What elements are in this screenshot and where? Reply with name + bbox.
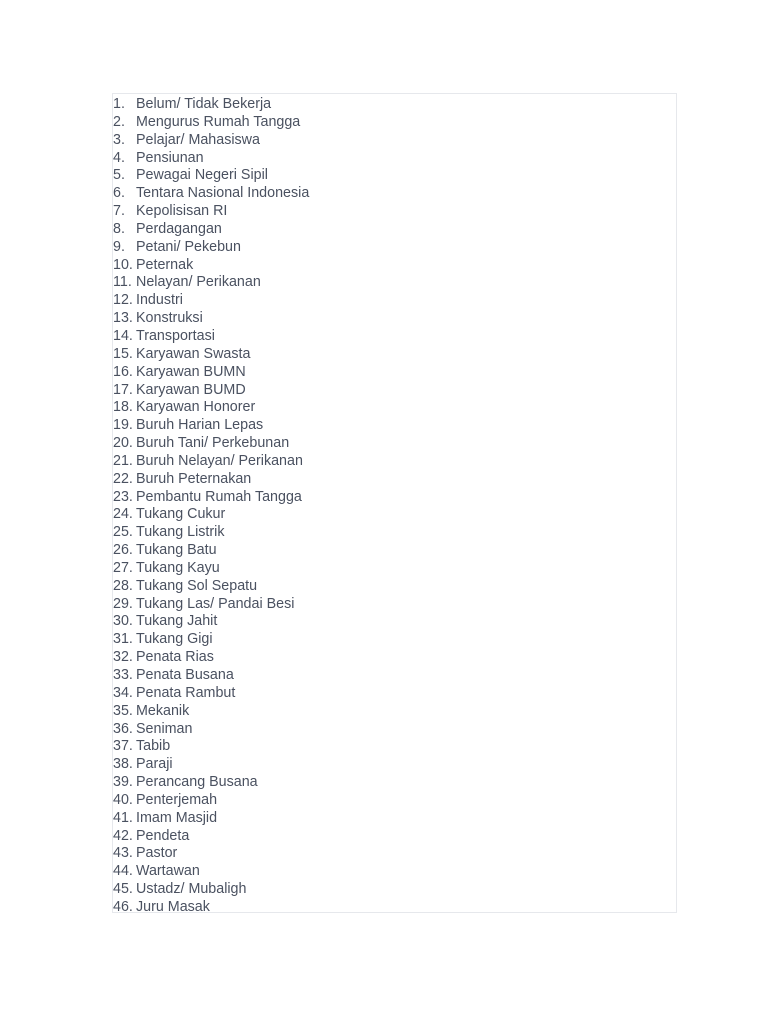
list-item-label: Tukang Jahit [136, 613, 218, 630]
list-item [113, 328, 676, 346]
list-item [113, 845, 676, 863]
list-item [113, 721, 676, 739]
list-item [113, 524, 676, 542]
list-item-number: 32. [113, 649, 133, 666]
list-item-number: 40. [113, 791, 133, 808]
list-item-number: 1. [113, 96, 125, 112]
list-item [113, 489, 676, 507]
list-item [113, 382, 676, 400]
list-item-label: Karyawan Swasta [136, 345, 251, 362]
list-item [113, 399, 676, 417]
list-item-label: Tukang Sol Sepatu [136, 577, 258, 594]
list-item [113, 756, 676, 774]
list-item-label: Pendeta [136, 827, 190, 844]
list-item-label: Mekanik [136, 702, 190, 719]
list-item-number: 17. [113, 381, 133, 398]
list-item [113, 364, 676, 382]
list-item [113, 96, 676, 114]
list-item [113, 613, 676, 631]
list-item [113, 221, 676, 239]
list-item-number: 38. [113, 756, 133, 773]
list-item [113, 203, 676, 221]
list-item-label: Penata Rambut [136, 684, 236, 701]
list-item-number: 33. [113, 667, 133, 683]
list-item-label: Buruh Tani/ Perkebunan [136, 435, 290, 452]
list-item-number: 16. [113, 363, 133, 380]
list-item-label: Ustadz/ Mubaligh [136, 881, 247, 898]
list-item-label: Tentara Nasional Indonesia [136, 185, 310, 202]
list-item-number: 28. [113, 577, 133, 594]
list-item-number: 19. [113, 417, 133, 434]
list-item [113, 274, 676, 292]
list-item-number: 6. [113, 185, 125, 202]
list-item-label: Wartawan [136, 863, 200, 880]
list-item [113, 150, 676, 168]
list-item-label: Konstruksi [136, 310, 203, 327]
list-item-label: Juru Masak [136, 898, 210, 915]
list-item [113, 649, 676, 667]
list-item-label: Nelayan/ Perikanan [136, 274, 261, 291]
list-item [113, 435, 676, 453]
list-item-number: 12. [113, 292, 133, 309]
list-item-label: Perdagangan [136, 220, 222, 237]
list-item-label: Pelajar/ Mahasiswa [136, 131, 260, 148]
list-item [113, 578, 676, 596]
list-item [113, 453, 676, 471]
list-item [113, 792, 676, 810]
list-item-number: 22. [113, 470, 133, 487]
list-item-number: 29. [113, 595, 133, 612]
list-item-label: Imam Masjid [136, 809, 218, 826]
list-item-label: Buruh Nelayan/ Perikanan [136, 452, 303, 469]
list-item [113, 828, 676, 846]
list-item-number: 43. [113, 845, 133, 862]
list-item [113, 239, 676, 257]
list-item-number: 13. [113, 310, 133, 327]
list-item-number: 3. [113, 131, 125, 148]
list-item-label: Transportasi [136, 327, 215, 344]
list-item-label: Karyawan BUMD [136, 381, 246, 398]
list-item-label: Tukang Batu [136, 542, 217, 559]
list-item [113, 738, 676, 756]
list-item-number: 37. [113, 738, 133, 755]
list-item [113, 417, 676, 435]
list-item-number: 11. [113, 274, 132, 291]
list-item [113, 810, 676, 828]
list-item [113, 596, 676, 614]
list-item-number: 9. [113, 238, 125, 255]
list-item-number: 25. [113, 524, 133, 541]
list-item [113, 471, 676, 489]
list-item [113, 310, 676, 328]
occupation-list [113, 94, 676, 917]
list-item-label: Industri [136, 292, 183, 309]
list-item [113, 863, 676, 881]
list-item-label: Tukang Las/ Pandai Besi [136, 595, 295, 612]
list-item-number: 15. [113, 345, 133, 362]
list-item-label: Pensiunan [136, 149, 204, 166]
list-item [113, 346, 676, 364]
list-item-number: 27. [113, 559, 133, 576]
list-item [113, 881, 676, 899]
list-item-label: Petani/ Pekebun [136, 238, 241, 255]
list-item-number: 39. [113, 774, 133, 791]
list-item [113, 506, 676, 524]
list-item-number: 18. [113, 399, 133, 416]
list-item [113, 542, 676, 560]
list-item-label: Karyawan Honorer [136, 399, 256, 416]
list-item [113, 667, 676, 685]
list-item-label: Buruh Peternakan [136, 470, 252, 487]
list-item [113, 257, 676, 275]
list-item-label: Penata Busana [136, 667, 234, 683]
list-item-label: Tukang Kayu [136, 559, 220, 576]
list-item-label: Penata Rias [136, 649, 214, 666]
list-item-number: 30. [113, 613, 133, 630]
list-item [113, 132, 676, 150]
list-item-number: 10. [113, 256, 133, 273]
list-item-number: 34. [113, 684, 133, 701]
list-item-number: 5. [113, 167, 125, 184]
list-item-number: 21. [113, 452, 133, 469]
list-item [113, 560, 676, 578]
list-item-label: Kepolisisan RI [136, 203, 228, 220]
list-item-number: 46. [113, 898, 133, 915]
list-item-number: 23. [113, 488, 133, 505]
list-item-number: 35. [113, 702, 133, 719]
list-item [113, 703, 676, 721]
list-item-label: Paraji [136, 756, 173, 773]
list-item [113, 167, 676, 185]
list-item-label: Perancang Busana [136, 774, 258, 791]
list-item [113, 185, 676, 203]
list-item-label: Tukang Gigi [136, 631, 213, 648]
list-item-label: Tabib [136, 738, 171, 755]
list-item-number: 24. [113, 506, 133, 523]
list-item-label: Tukang Listrik [136, 524, 225, 541]
list-item-number: 20. [113, 435, 133, 452]
list-item-label: Peternak [136, 256, 194, 273]
list-item [113, 774, 676, 792]
list-item-number: 26. [113, 542, 133, 559]
document-page [112, 93, 677, 913]
list-item-number: 45. [113, 881, 133, 898]
list-item [113, 685, 676, 703]
list-item-label: Pewagai Negeri Sipil [136, 167, 268, 184]
list-item [113, 899, 676, 917]
list-item-number: 8. [113, 220, 125, 237]
list-item-label: Karyawan BUMN [136, 363, 246, 380]
list-item-number: 44. [113, 863, 133, 880]
list-item-label: Penterjemah [136, 791, 218, 808]
list-item-label: Pastor [136, 845, 178, 862]
list-item-label: Pembantu Rumah Tangga [136, 488, 302, 505]
list-item-label: Buruh Harian Lepas [136, 417, 264, 434]
list-item-number: 14. [113, 327, 133, 344]
list-item-label: Mengurus Rumah Tangga [136, 113, 301, 130]
list-item-label: Belum/ Tidak Bekerja [136, 96, 272, 112]
list-item-number: 36. [113, 720, 133, 737]
list-item-number: 2. [113, 113, 125, 130]
list-item-number: 41. [113, 809, 133, 826]
list-item [113, 292, 676, 310]
list-item-number: 4. [113, 149, 125, 166]
list-item [113, 631, 676, 649]
list-item [113, 114, 676, 132]
list-item-number: 42. [113, 827, 133, 844]
list-item-label: Seniman [136, 720, 193, 737]
list-item-number: 31. [113, 631, 133, 648]
list-item-number: 7. [113, 203, 125, 220]
list-item-label: Tukang Cukur [136, 506, 226, 523]
